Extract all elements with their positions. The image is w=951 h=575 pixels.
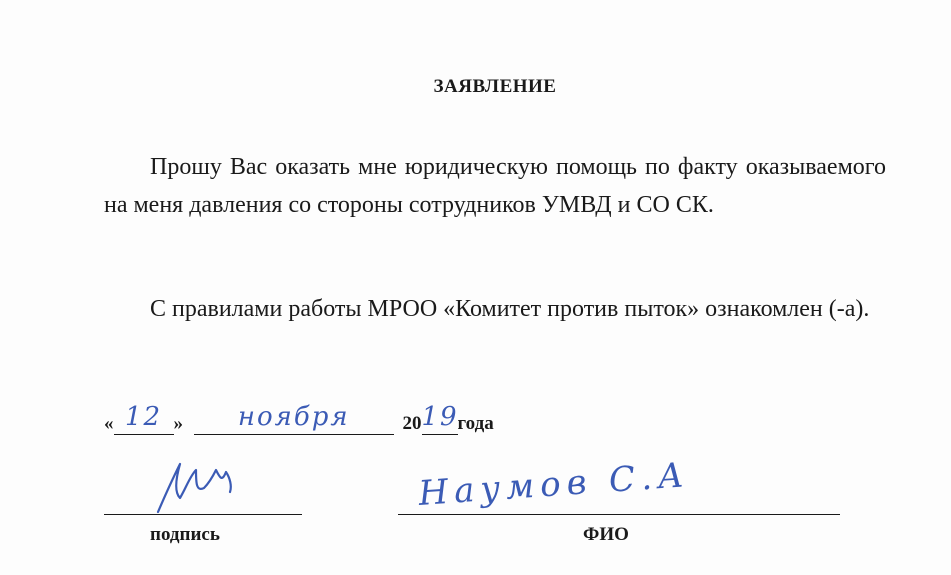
date-line <box>104 402 494 435</box>
date-month-field <box>194 402 394 435</box>
rules-paragraph <box>104 290 886 328</box>
date-day-handwritten: 12 <box>124 402 163 432</box>
handwritten-signature <box>150 458 240 518</box>
date-day-field <box>114 402 174 435</box>
date-year-handwritten: 19 <box>421 402 459 432</box>
date-year-field <box>421 402 459 435</box>
request-text: Прошу Вас оказать мне юридическую помощь по факту оказываемого на меня давления со стороны сотрудников УМВД и СО СК. <box>104 154 886 218</box>
date-year-word: года <box>457 413 494 434</box>
date-year-prefix: 20 <box>402 413 422 434</box>
signature-label: подпись <box>150 524 220 545</box>
fio-handwritten: Наумов С.А <box>417 455 691 514</box>
date-open-quote: « <box>104 413 114 434</box>
date-close-quote: » <box>173 413 183 434</box>
fio-line <box>398 514 840 515</box>
signature-line <box>104 514 302 515</box>
request-paragraph <box>104 148 886 224</box>
date-month-handwritten: ноября <box>237 402 350 432</box>
document-title: ЗАЯВЛЕНИЕ <box>433 76 557 97</box>
fio-label: ФИО <box>583 524 629 545</box>
rules-text: С правилами работы МРОО «Комитет против пыток» ознакомлен (-а). <box>150 296 870 322</box>
